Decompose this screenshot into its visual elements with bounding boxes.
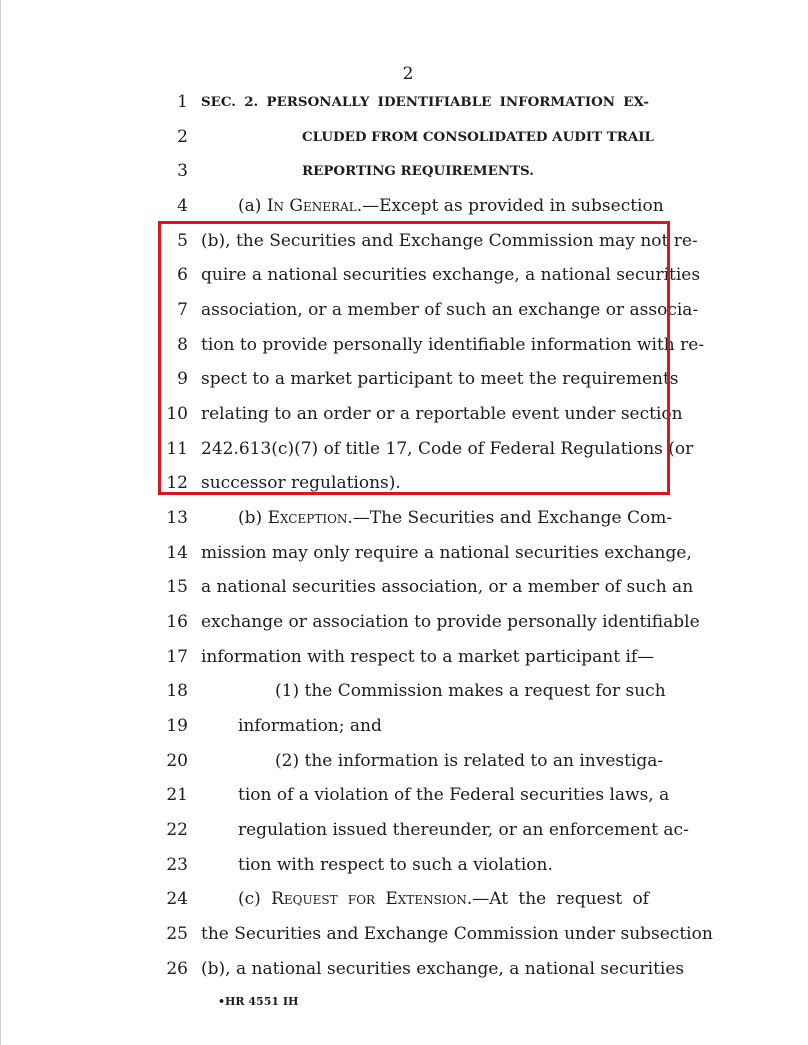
- paragraph-2-cont: tion of a violation of the Federal securities laws, a: [238, 785, 670, 805]
- paragraph-2-text: (2) the information is related to an investiga-: [275, 751, 664, 771]
- body-text: 242.613(c)(7) of title 17, Code of Federal Regulations (or: [201, 439, 694, 459]
- line-14: [0, 543, 808, 577]
- line-number: 15: [166, 577, 188, 597]
- line-number: 13: [166, 508, 188, 528]
- line-number: 25: [166, 924, 188, 944]
- section-heading-cont: CLUDED FROM CONSOLIDATED AUDIT TRAIL: [302, 129, 654, 145]
- body-text: association, or a member of such an exchange or associa-: [201, 300, 699, 320]
- body-text: a national securities association, or a member of such an: [201, 577, 694, 597]
- body-text: successor regulations).: [201, 473, 401, 493]
- line-number: 1: [177, 92, 188, 112]
- subsection-a-text: (a) In General.—Except as provided in subsection: [238, 196, 664, 216]
- subsection-c-heading: Request for Extension: [271, 889, 467, 909]
- line-number: 23: [166, 855, 188, 875]
- line-26: [0, 959, 808, 993]
- body-text: (b), a national securities exchange, a national securities: [201, 959, 685, 979]
- line-16: [0, 612, 808, 646]
- line-23: [0, 855, 808, 889]
- bill-footer: •HR 4551 IH: [218, 995, 299, 1008]
- body-text: the Securities and Exchange Commission under subsection: [201, 924, 713, 944]
- paragraph-1-text: (1) the Commission makes a request for such: [275, 681, 666, 701]
- line-2: [0, 127, 808, 161]
- body-text: tion to provide personally identifiable information with re-: [201, 335, 705, 355]
- line-number: 3: [177, 161, 188, 181]
- line-24: [0, 889, 808, 923]
- body-text: spect to a market participant to meet the requirements: [201, 369, 679, 389]
- line-13: [0, 508, 808, 542]
- line-number: 20: [166, 751, 188, 771]
- line-number: 17: [166, 647, 188, 667]
- paragraph-2-cont: regulation issued thereunder, or an enforcement ac-: [238, 820, 689, 840]
- body-text: (b), the Securities and Exchange Commission may not re-: [201, 231, 698, 251]
- line-number: 2: [177, 127, 188, 147]
- line-18: [0, 681, 808, 715]
- line-number: 16: [166, 612, 188, 632]
- line-number: 18: [166, 681, 188, 701]
- line-number: 9: [177, 369, 188, 389]
- body-text: quire a national securities exchange, a national securities: [201, 265, 701, 285]
- body-text: mission may only require a national securities exchange,: [201, 543, 692, 563]
- line-20: [0, 751, 808, 785]
- line-number: 24: [166, 889, 188, 909]
- line-number: 19: [166, 716, 188, 736]
- line-number: 4: [177, 196, 188, 216]
- section-heading-cont: REPORTING REQUIREMENTS.: [302, 163, 534, 179]
- line-number: 10: [166, 404, 188, 424]
- line-25: [0, 924, 808, 958]
- line-19: [0, 716, 808, 750]
- line-number: 14: [166, 543, 188, 563]
- line-21: [0, 785, 808, 819]
- line-3: [0, 161, 808, 195]
- line-17: [0, 647, 808, 681]
- line-number: 8: [177, 335, 188, 355]
- highlight-annotation-box: [158, 221, 705, 495]
- page-number: 2: [402, 64, 414, 84]
- paragraph-1-cont: information; and: [238, 716, 382, 736]
- line-15: [0, 577, 808, 611]
- body-text: exchange or association to provide personally identifiable: [201, 612, 700, 632]
- line-number: 7: [177, 300, 188, 320]
- line-22: [0, 820, 808, 854]
- line-number: 21: [166, 785, 188, 805]
- line-number: 26: [166, 959, 188, 979]
- line-number: 22: [166, 820, 188, 840]
- paragraph-2-cont: tion with respect to such a violation.: [238, 855, 553, 875]
- subsection-c-text: (c) Request for Extension.—At the request of: [238, 889, 649, 909]
- line-number: 12: [166, 473, 188, 493]
- line-number: 5: [177, 231, 188, 251]
- body-text: relating to an order or a reportable event under section: [201, 404, 683, 424]
- line-number: 11: [166, 439, 188, 459]
- subsection-b-heading: Exception: [267, 508, 348, 528]
- section-heading: SEC. 2. PERSONALLY IDENTIFIABLE INFORMATION EX-: [201, 94, 649, 110]
- line-number: 6: [177, 265, 188, 285]
- line-1: [0, 92, 808, 126]
- subsection-b-text: (b) Exception.—The Securities and Exchange Com-: [238, 508, 673, 528]
- subsection-a-heading: In General: [266, 196, 357, 216]
- body-text: information with respect to a market participant if—: [201, 647, 655, 667]
